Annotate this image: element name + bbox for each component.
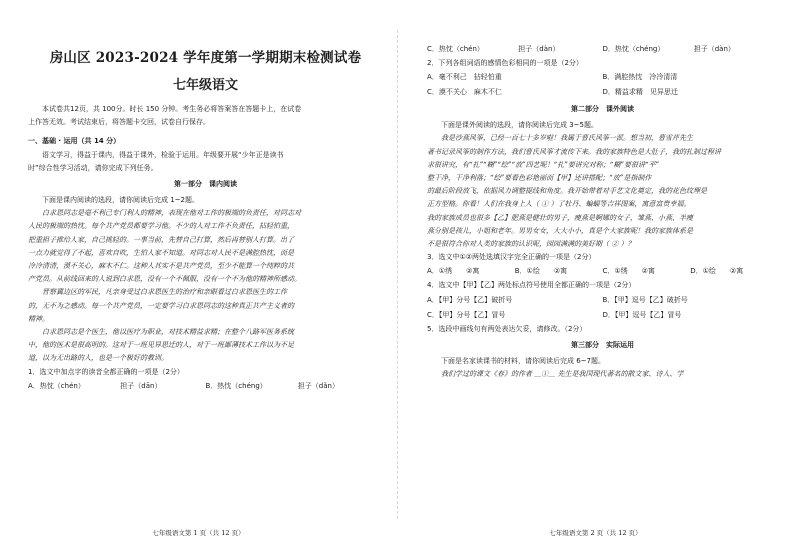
option-b: B．热忱（chéng） (205, 381, 267, 390)
option-c: C．漠不关心 麻木不仁 (427, 88, 502, 97)
option-a-2: 担子（dān） (120, 381, 162, 390)
option-a: A．毫不利己 拈轻怕重 (427, 73, 502, 82)
option-a: A．①绣 ②寓 (427, 267, 480, 276)
option-a: A．热忱（chén） (28, 381, 85, 390)
option-a: A．【甲】分号【乙】破折号 (427, 295, 513, 304)
question-1-options-cd (427, 42, 778, 57)
question-1-options-ab (28, 379, 383, 394)
page-footer: 七年级语文第 1 页（共 12 页） (152, 529, 245, 537)
reading-line: 道，以为无出路的人，也是一个极好的教训。 (28, 354, 168, 363)
reading-line: 求很讲究，有“扎”“糊”“绘”“放”四艺呢！“扎”要讲究对称；“糊”要很讲“平” (427, 160, 660, 169)
question-4: 4．选文中【甲】【乙】两处标点符号使用全都正确的一项是（2分） (427, 281, 636, 290)
reading-line: 产党员。从前线回来的人说到白求恩，没有一个不佩服，没有一个不为他的精神所感动。 (28, 275, 301, 284)
question-3: 3．选文中①②两处选填汉字完全正确的一项是（2分） (427, 253, 596, 262)
reading-line: 冷冷清清，漠不关心，麻木不仁。这种人其实不是共产党员，至少不能算一个纯粹的共 (28, 262, 294, 271)
section-3-heading: 第三部分 实际运用 (571, 340, 634, 349)
reading-line: 的最后阶段放飞，依据风力调整提线和角度。我开始带着对手艺文化奠定，我的花色纹理是 (427, 187, 707, 196)
exam-title: 房山区 2023-2024 学年度第一学期期末检测试卷 (49, 50, 362, 66)
option-b-2: 担子（dǎn） (297, 381, 339, 390)
reading-line: 整干净，干净利落；“绘”要看色彩艳丽而【甲】还讲搭配；“放”是指制作 (427, 174, 652, 183)
page-footer: 七年级语文第 2 页（共 12 页） (549, 529, 642, 537)
option-b: B．【甲】逗号【乙】破折号 (602, 295, 688, 304)
option-b: B．①绘 ②寓 (514, 267, 568, 276)
option-d: D．精益求精 见异思迁 (602, 88, 678, 97)
section-1-heading: 第一部分 课内阅读 (174, 180, 237, 189)
reading-line: 著书记录风筝的制作方法，我们曹氏风筝才流传下来。我的家族特色是大肚子，我的扎制过程讲 (427, 147, 721, 156)
option-c-2: 担子（dàn） (518, 45, 560, 53)
page-right (397, 0, 794, 549)
reading-line: 我是沙燕风筝，已经一百七十多岁啦！我属于曹氏风筝一派。想当初，曹雪芹先生 (441, 134, 693, 143)
reading-line: 一点力就觉得了不起，喜欢自吹，生怕人家不知道。对同志对人民不是满腔热忱，而是 (28, 248, 294, 257)
question-3-options (427, 264, 778, 279)
reading-line: 不是很符合你对人类的家族的认识呢，园园满满的美好期（ ② ）？ (427, 240, 635, 249)
reading-line: 的，无不为之感动。每一个共产党员，一定要学习白求恩同志的这种真正共产主义者的 (28, 301, 294, 310)
part1-title: 一、基础 · 运用（共 14 分） (28, 137, 121, 146)
option-d-2: 担子（dàn） (693, 45, 735, 53)
option-d: D．①绘 ②寓 (690, 267, 744, 276)
notice-line: 上作答无效。考试结束后，将答题卡交回，试卷自行保存。 (28, 118, 210, 127)
question-2-options-cd (427, 85, 778, 100)
option-d: D．【甲】逗号【乙】冒号 (602, 310, 682, 319)
section-2-prompt: 下面是课外阅读的选段，请你阅读后完成 3~5题。 (441, 121, 598, 130)
notice-line: 本试卷共12页，共 100分。时长 150 分钟。考生务必将答案答在答题卡上，在试卷 (42, 105, 302, 113)
intro-line: 时”综合性学习活动，请你完成下列任务。 (28, 163, 158, 172)
question-2: 2．下列各组词语的感情色彩相同的一项是（2分） (427, 59, 583, 67)
question-1: 1．选文中加点字的读音全都正确的一项是（2分） (28, 367, 184, 376)
reading-line: 燕分别是孩儿，小姐和老年。男男女女，大大小小，真是个大家族呢！我的家族体系是 (427, 226, 693, 235)
reading-line: 白求恩同志是个医生，他以医疗为职业，对技术精益求精；在整个八路军医务系统 (42, 328, 294, 337)
option-c: C．①绣 ②寓 (602, 267, 655, 276)
question-4-options-cd (427, 308, 778, 323)
reading-line: 晋察冀边区的军民，凡亲身受过白求恩医生的治疗和亲眼看过白求恩医生的工作 (42, 288, 287, 297)
question-2-options-ab (427, 70, 778, 85)
option-c: C．热忱（chén） (427, 45, 484, 53)
reading-line: 中，他的医术是很高明的。这对于一班见异思迁的人，对于一班鄙薄技术工作以为不足 (28, 341, 294, 350)
question-4-options-ab (427, 293, 778, 308)
option-c: C．【甲】分号【乙】冒号 (427, 310, 506, 319)
option-d: D．热忱（chéng） (602, 45, 665, 53)
section-2-heading: 第二部分 课外阅读 (571, 105, 634, 114)
intro-line: 语文学习，得益于课内，得益于课外，检验于运用。年级要开展“少年正是读书 (42, 150, 284, 159)
section-1-prompt: 下面是课内阅读的选段，请你阅读后完成 1~2题。 (42, 196, 199, 205)
option-b: B．满腔热忱 冷冷清清 (602, 73, 678, 82)
question-5: 5．选段中画线句有两处表达欠妥，请修改。（2分） (427, 324, 587, 333)
reading-line: 精神。 (28, 314, 49, 323)
reading-line: 人民的极端的热忱。每个共产党员都要学习他。不少的人对工作不负责任，拈轻怕重， (28, 222, 294, 231)
reading-line: 我们学过的课文《春》的作者 ＿①＿ 先生是我国现代著名的散文家、诗人、学 (441, 370, 684, 379)
reading-line: 我的家族成员也很多【乙】肥燕是健壮的男子，瘦燕是婀娜的女子，雏燕、小燕、半瘦 (427, 213, 693, 222)
exam-subtitle: 七年级语文 (172, 78, 238, 93)
reading-line: 把重担子推给人家，自己挑轻的。一事当前，先替自己打算，然后再替别人打算。出了 (28, 235, 294, 244)
reading-line: 正方型格。你看！人们在我身上人（ ① ）了牡丹、蝙蝠等吉祥图案，寓意富贵幸福。 (427, 200, 691, 209)
reading-line: 白求恩同志是毫不利己专门利人的精神，表现在他对工作的极端的负责任，对同志对 (42, 209, 301, 218)
section-3-prompt: 下面是名家读课书的材料，请你阅读后完成 6~7题。 (441, 356, 605, 365)
